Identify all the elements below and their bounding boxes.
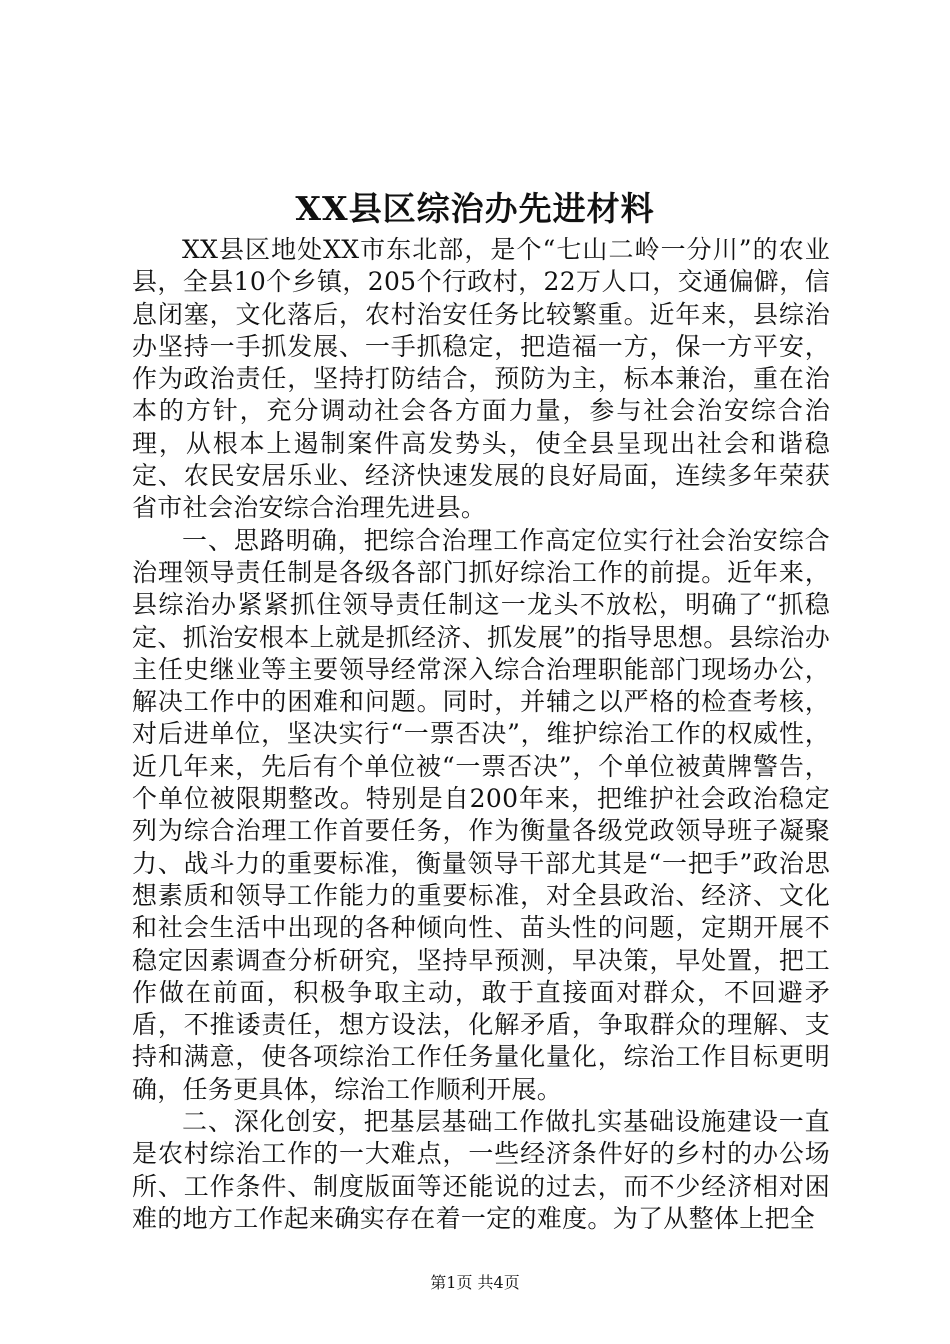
page-number-footer: 第1页 共4页 bbox=[430, 1273, 520, 1292]
paragraph-section-one: 一、思路明确，把综合治理工作高定位实行社会治安综合治理领导责任制是各级各部门抓好综治工作的前提。近年来，县综治办紧紧抓住领导责任制这一龙头不放松，明确了“抓稳定、抓治安根本上就是抓经济、抓发展”的指导思想。县综治办主任史继业等主要领导经常深入综合治理职能部门现场办公，解决工作中的困难和问题。同时，并辅之以严格的检查考核，对后进单位，坚决实行“一票否决”，维护综治工作的权威性，近几年来，先后有个单位被“一票否决”，个单位被黄牌警告，个单位被限期整改。特别是自200年来，把维护社会政治稳定列为综合治理工作首要任务，作为衡量各级党政领导班子凝聚力、战斗力的重要标准，衡量领导干部尤其是“一把手”政治思想素质和领导工作能力的重要标准，对全县政治、经济、文化和社会生活中出现的各种倾向性、苗头性的问题，定期开展不稳定因素调查分析研究，坚持早预测，早决策，早处置，把工作做在前面，积极争取主动，敢于直接面对群众，不回避矛盾，不推诿责任，想方设法，化解矛盾，争取群众的理解、支持和满意，使各项综治工作任务量化量化，综治工作目标更明确，任务更具体，综治工作顺利开展。 bbox=[132, 525, 830, 1104]
paragraph-section-two: 二、深化创安，把基层基础工作做扎实基础设施建设一直是农村综治工作的一大难点，一些经济条件好的乡村的办公场所、工作条件、制度版面等还能说的过去，而不少经济相对困难的地方工作起来确实存在着一定的难度。为了从整体上把全 bbox=[132, 1107, 830, 1233]
document-body bbox=[132, 234, 830, 1235]
paragraph-intro: XX县区地处XX市东北部，是个“七山二岭一分川”的农业县，全县10个乡镇，205个行政村，22万人口，交通偏僻，信息闭塞，文化落后，农村治安任务比较繁重。近年来，县综治办坚持一手抓发展、一手抓稳定，把造福一方，保一方平安，作为政治责任，坚持打防结合，预防为主，标本兼治，重在治本的方针，充分调动社会各方面力量，参与社会治安综合治理，从根本上遏制案件高发势头，使全县呈现出社会和谐稳定、农民安居乐业、经济快速发展的良好局面，连续多年荣获省市社会治安综合治理先进县。 bbox=[132, 235, 830, 523]
document-title: XX县区综治办先进材料 bbox=[295, 189, 655, 228]
